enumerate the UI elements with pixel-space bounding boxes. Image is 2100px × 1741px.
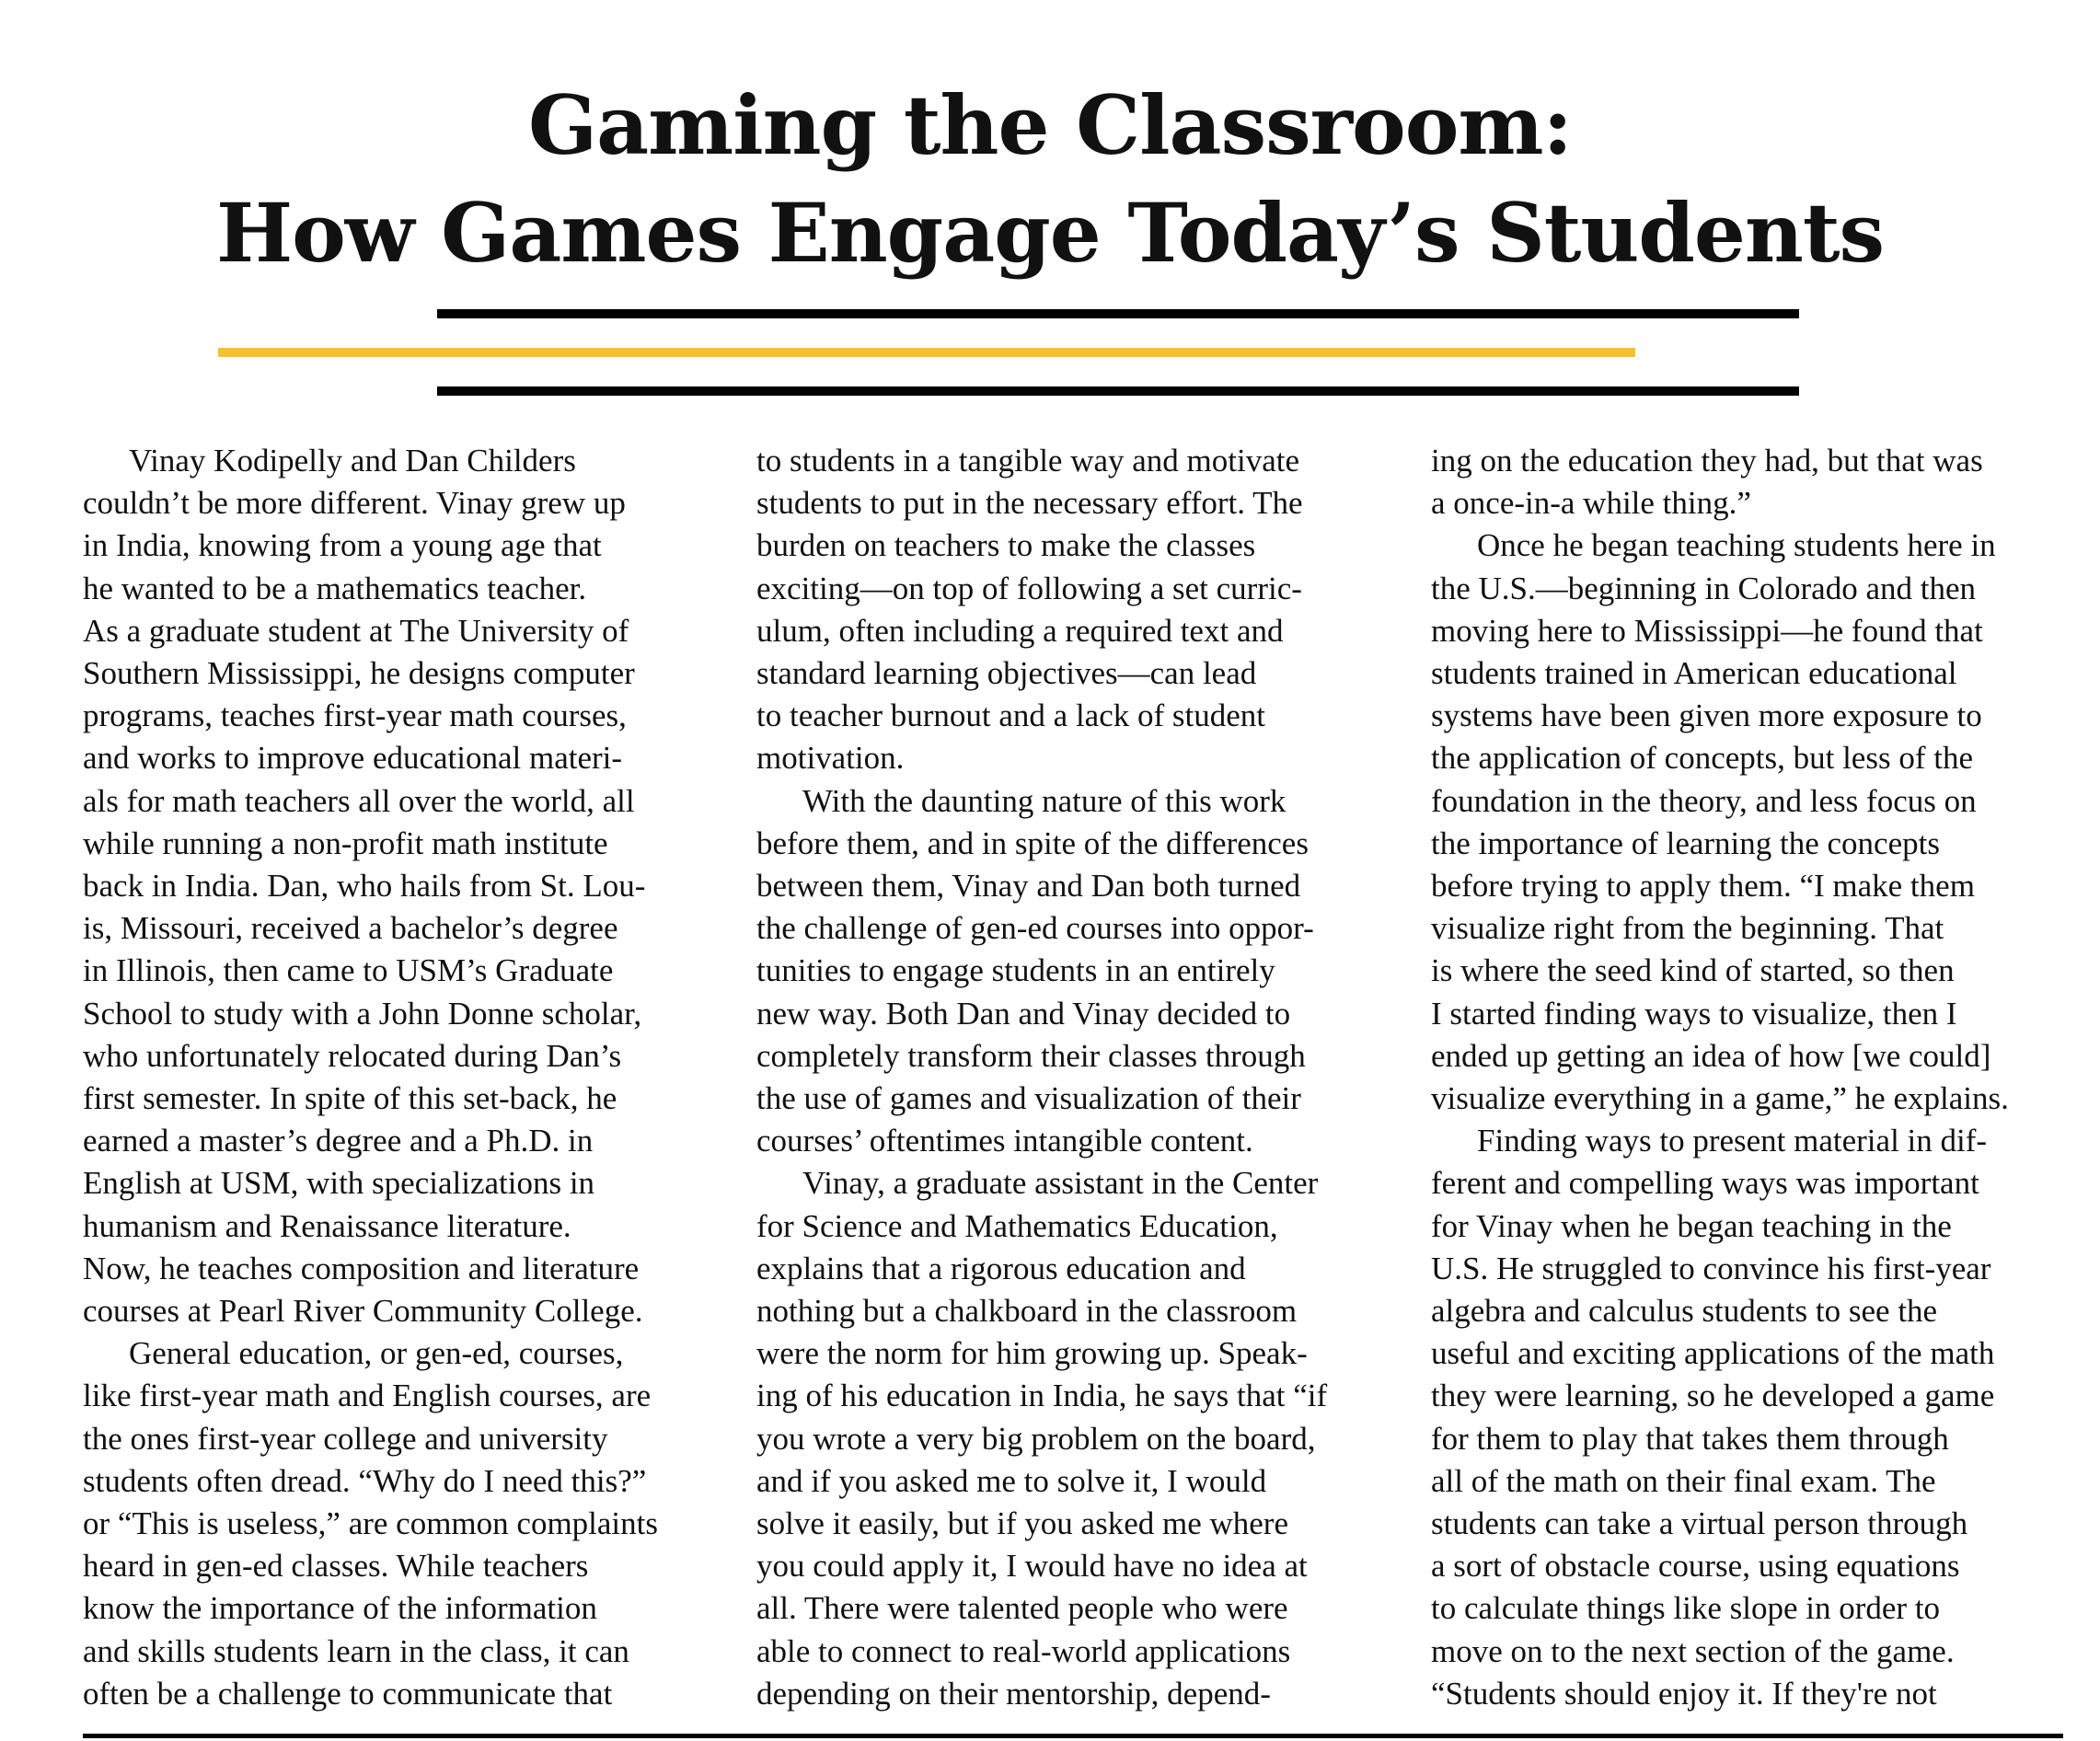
text-line: Vinay Kodipelly and Dan Childers <box>129 443 576 478</box>
text-line: the use of games and visualization of their <box>756 1080 1301 1117</box>
text-line: before them, and in spite of the differences <box>756 824 1309 861</box>
text-line: move on to the next section of the game. <box>1431 1632 1955 1669</box>
paragraph <box>1431 525 2075 1120</box>
text-line: explains that a rigorous education and <box>756 1250 1246 1286</box>
text-line: heard in gen-ed classes. While teachers <box>83 1548 589 1585</box>
title-rule-accent <box>218 348 1635 357</box>
text-line: useful and exciting applications of the math <box>1431 1335 1995 1372</box>
text-line: couldn’t be more different. Vinay grew up <box>83 485 626 522</box>
paragraph <box>1431 440 2075 525</box>
text-line: Vinay, a graduate assistant in the Center <box>802 1165 1319 1202</box>
text-line: ing on the education they had, but that was <box>1431 443 1983 478</box>
text-line: is, Missouri, received a bachelor’s degree <box>83 910 618 947</box>
text-line: the application of concepts, but less of the <box>1431 740 1974 777</box>
text-line: burden on teachers to make the classes <box>756 527 1256 564</box>
text-line: ing of his education in India, he says that “if <box>756 1378 1328 1414</box>
text-line: and works to improve educational materi- <box>83 740 623 777</box>
text-line: in Illinois, then came to USM’s Graduate <box>83 952 614 989</box>
text-line: humanism and Renaissance literature. <box>83 1207 571 1244</box>
text-line: to teacher burnout and a lack of student <box>756 698 1265 734</box>
column-3 <box>1431 440 2075 1715</box>
text-line: nothing but a chalkboard in the classroom <box>756 1293 1298 1330</box>
text-line: the ones first-year college and university <box>83 1420 608 1457</box>
text-line: I started finding ways to visualize, then I <box>1431 995 1957 1032</box>
text-line: to students in a tangible way and motivate <box>756 443 1300 478</box>
page-bottom-rule <box>83 1734 2063 1738</box>
text-line: often be a challenge to communicate that <box>83 1675 613 1712</box>
text-line: earned a master’s degree and a Ph.D. in <box>83 1123 594 1159</box>
text-line: while running a non-profit math institute <box>83 824 608 861</box>
text-line: systems have been given more exposure to <box>1431 698 1982 734</box>
text-line: Finding ways to present material in dif- <box>1477 1123 1988 1159</box>
text-line: tunities to engage students in an entirely <box>756 952 1275 989</box>
text-line: visualize everything in a game,” he explains. <box>1431 1080 2009 1117</box>
text-line: motivation. <box>756 740 905 777</box>
text-line: standard learning objectives—can lead <box>756 655 1257 692</box>
text-line: for them to play that takes them through <box>1431 1420 1949 1457</box>
text-line: like first-year math and English courses, are <box>83 1378 652 1414</box>
text-line: all of the math on their final exam. The <box>1431 1462 1936 1499</box>
text-line: courses at Pearl River Community College. <box>83 1293 643 1330</box>
text-line: completely transform their classes through <box>756 1037 1306 1074</box>
text-line: who unfortunately relocated during Dan’s <box>83 1037 622 1074</box>
text-line: School to study with a John Donne scholar, <box>83 995 642 1032</box>
column-1 <box>83 440 727 1715</box>
article-title <box>0 72 2100 287</box>
text-line: Once he began teaching students here in <box>1477 527 1996 564</box>
title-rule-bottom <box>437 386 1799 396</box>
text-line: a once-in-a while thing.” <box>1431 485 1751 522</box>
paragraph <box>756 780 1382 1163</box>
title-line-1: Gaming the Classroom: <box>527 77 1573 173</box>
text-line: As a graduate student at The University of <box>83 612 629 649</box>
text-line: students often dread. “Why do I need this?” <box>83 1462 647 1499</box>
text-line: exciting—on top of following a set curric- <box>756 570 1302 606</box>
text-line: moving here to Mississippi—he found that <box>1431 612 1983 649</box>
text-line: for Vinay when he began teaching in the <box>1431 1207 1952 1244</box>
text-line: and skills students learn in the class, it can <box>83 1632 629 1669</box>
text-line: solve it easily, but if you asked me where <box>756 1505 1288 1542</box>
text-line: for Science and Mathematics Education, <box>756 1207 1278 1244</box>
text-line: you could apply it, I would have no idea at <box>756 1548 1308 1585</box>
text-line: the challenge of gen-ed courses into oppor- <box>756 910 1314 947</box>
text-line: able to connect to real-world applications <box>756 1632 1291 1669</box>
text-line: U.S. He struggled to convince his first-year <box>1431 1250 1991 1286</box>
text-line: a sort of obstacle course, using equations <box>1431 1548 1960 1585</box>
text-line: students to put in the necessary effort. The <box>756 485 1303 522</box>
paragraph <box>1431 1120 2075 1715</box>
text-line: Now, he teaches composition and literature <box>83 1250 640 1286</box>
paragraph <box>83 440 727 1332</box>
text-line: Southern Mississippi, he designs computer <box>83 655 635 692</box>
text-line: With the daunting nature of this work <box>802 782 1287 819</box>
text-line: were the norm for him growing up. Speak- <box>756 1335 1308 1372</box>
text-line: programs, teaches first-year math courses, <box>83 698 627 734</box>
text-line: algebra and calculus students to see the <box>1431 1293 1938 1330</box>
text-line: all. There were talented people who were <box>756 1590 1288 1627</box>
title-rule-top <box>437 309 1799 318</box>
text-line: they were learning, so he developed a game <box>1431 1378 1995 1414</box>
text-line: courses’ oftentimes intangible content. <box>756 1123 1253 1159</box>
text-line: back in India. Dan, who hails from St. Lou- <box>83 868 646 905</box>
title-line-2: How Games Engage Today’s Students <box>215 185 1885 281</box>
text-line: he wanted to be a mathematics teacher. <box>83 570 587 606</box>
text-line: General education, or gen-ed, courses, <box>129 1335 624 1372</box>
text-line: foundation in the theory, and less focus on <box>1431 782 1977 819</box>
text-line: the importance of learning the concepts <box>1431 824 1940 861</box>
text-line: students can take a virtual person through <box>1431 1505 1968 1542</box>
text-line: visualize right from the beginning. That <box>1431 910 1944 947</box>
text-line: in India, knowing from a young age that <box>83 527 602 564</box>
paragraph <box>756 440 1382 780</box>
text-line: “Students should enjoy it. If they're not <box>1431 1675 1937 1712</box>
text-line: new way. Both Dan and Vinay decided to <box>756 995 1291 1032</box>
text-line: ulum, often including a required text and <box>756 612 1284 649</box>
text-line: you wrote a very big problem on the board, <box>756 1420 1316 1457</box>
text-line: to calculate things like slope in order to <box>1431 1590 1941 1627</box>
column-2 <box>756 440 1382 1715</box>
text-line: ferent and compelling ways was important <box>1431 1165 1979 1202</box>
text-line: als for math teachers all over the world, all <box>83 782 635 819</box>
text-line: between them, Vinay and Dan both turned <box>756 868 1301 905</box>
paragraph <box>756 1162 1382 1715</box>
text-line: know the importance of the information <box>83 1590 597 1627</box>
text-line: English at USM, with specializations in <box>83 1165 595 1202</box>
text-line: the U.S.—beginning in Colorado and then <box>1431 570 1977 606</box>
text-line: and if you asked me to solve it, I would <box>756 1462 1267 1499</box>
text-line: or “This is useless,” are common complaints <box>83 1505 658 1542</box>
text-line: ended up getting an idea of how [we could] <box>1431 1037 1991 1074</box>
text-line: before trying to apply them. “I make them <box>1431 868 1975 905</box>
text-line: depending on their mentorship, depend- <box>756 1675 1271 1712</box>
paragraph <box>83 1332 727 1715</box>
text-line: first semester. In spite of this set-back, he <box>83 1080 617 1117</box>
text-line: students trained in American educational <box>1431 655 1957 692</box>
text-line: is where the seed kind of started, so then <box>1431 952 1955 989</box>
